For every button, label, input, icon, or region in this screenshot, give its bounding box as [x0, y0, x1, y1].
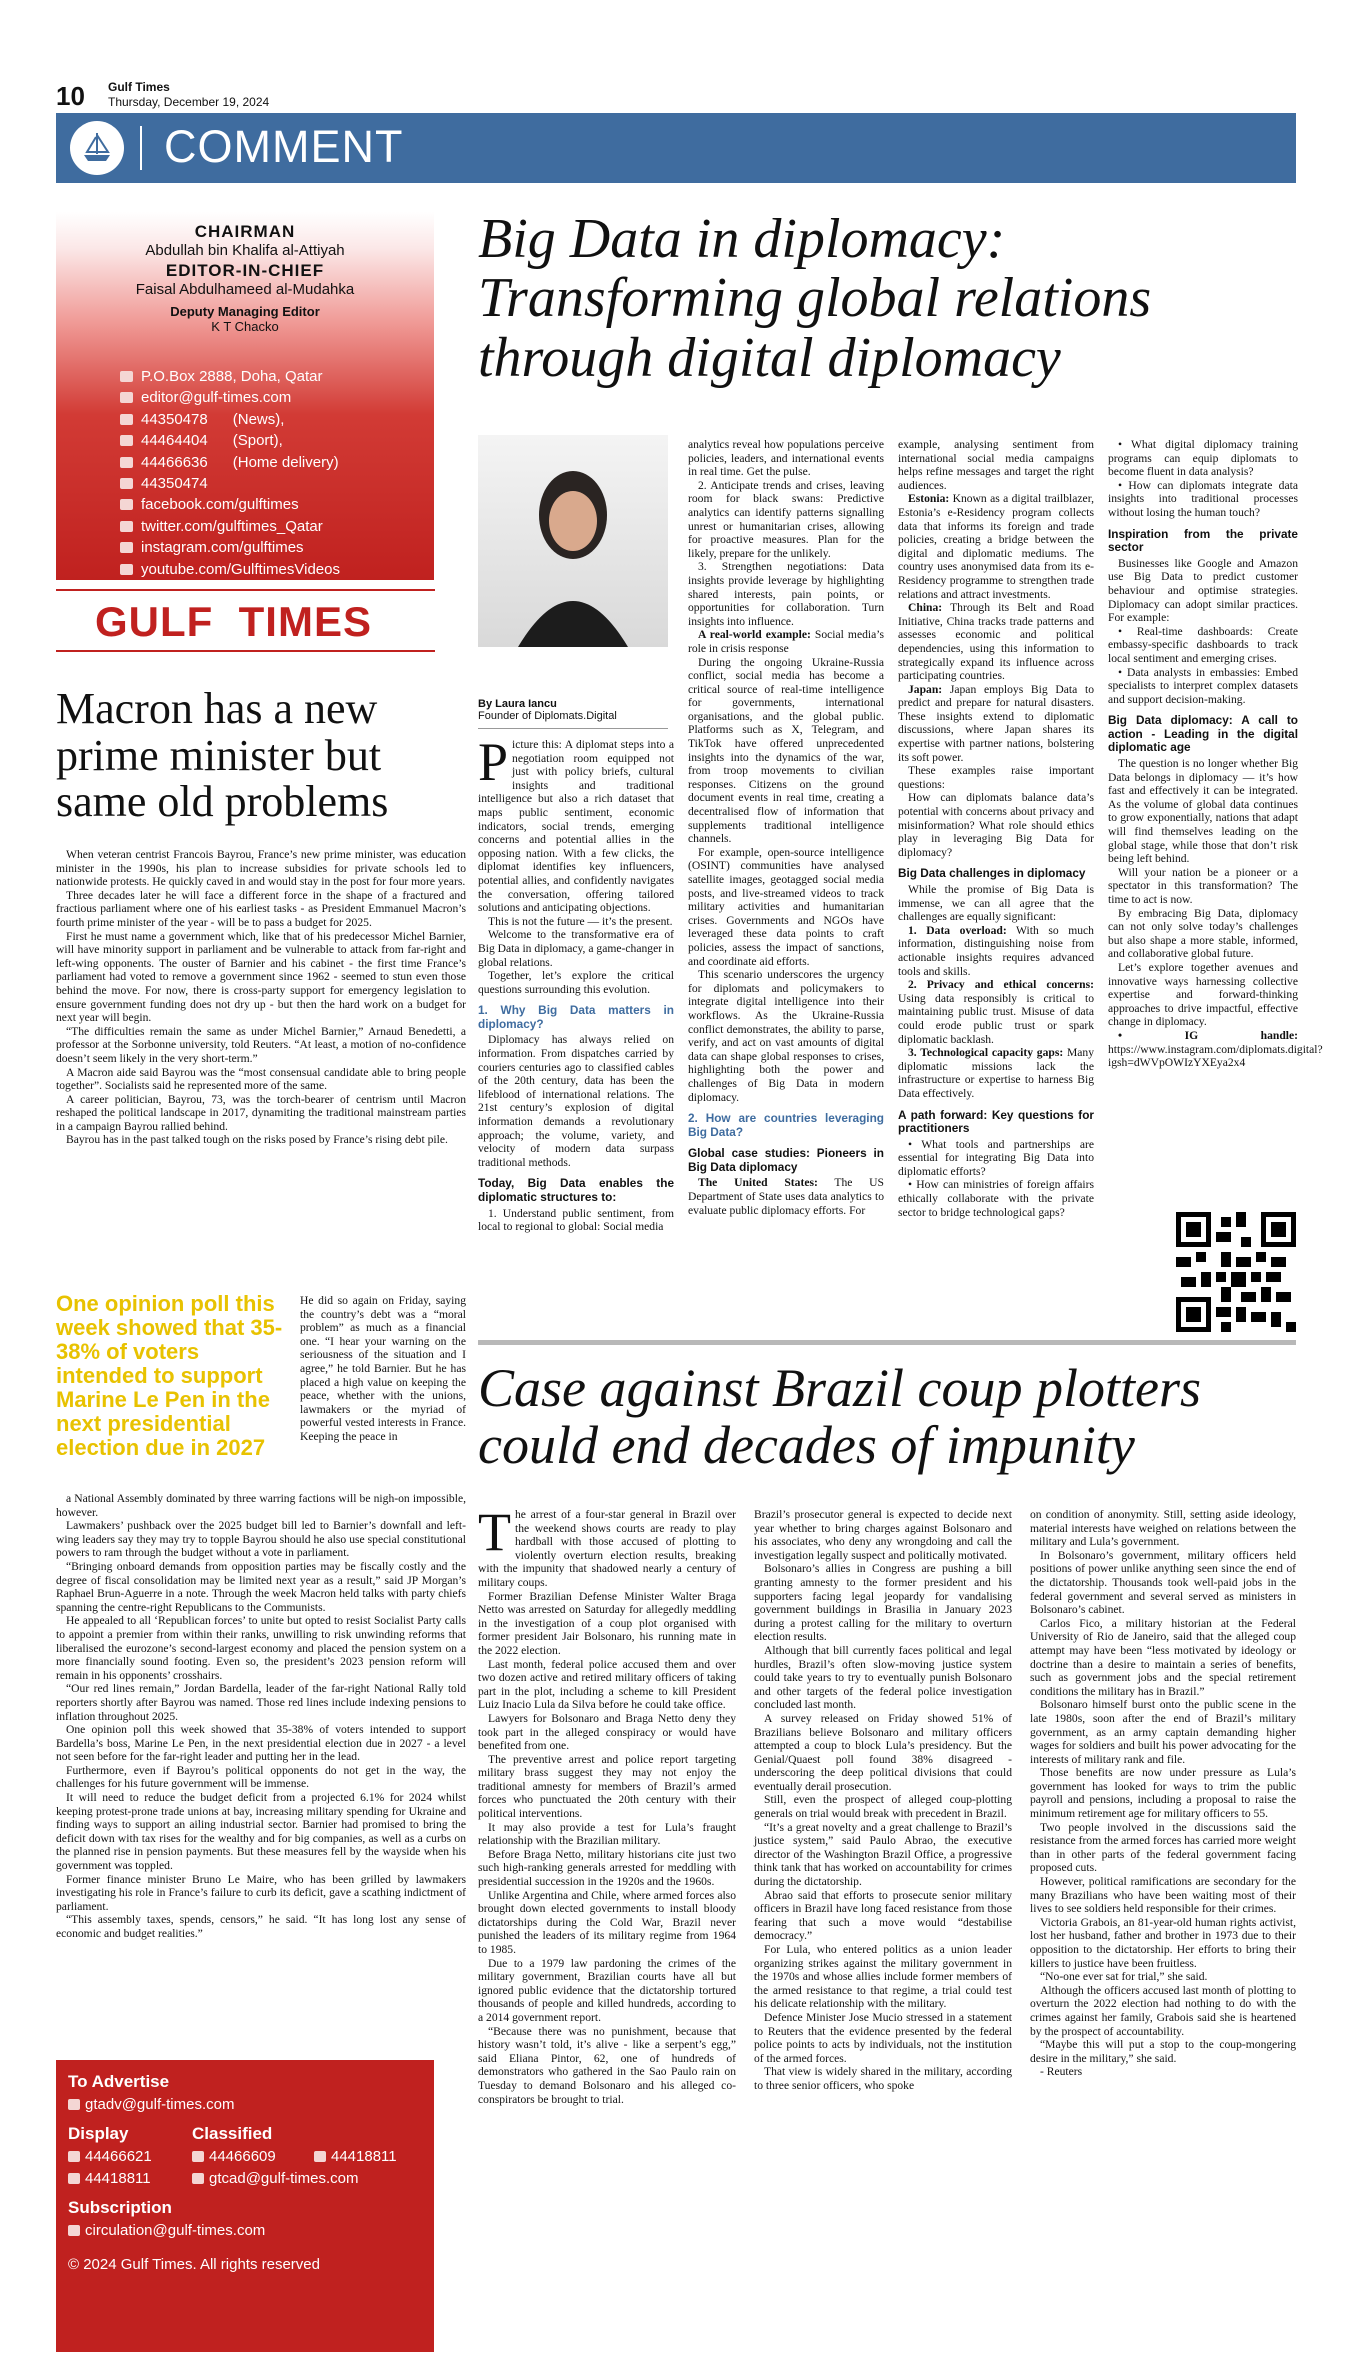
macron-body-bottom: a National Assembly dominated by three warring factions will be nigh-on impossible, however. Lawmakers’ pushback over the 2025 budget bill led to Barnier’s downfall and left-wing leaders say they may try to topple Bayrou should he also use special constitutional powers to ram through the budget without a vote in parliament. “Bringing onboard demands from opposition parties may be fiscally costly and the degree of fiscal consolidation may be limited next year as a result,” said JP Morgan’s Raphael Brun-Aguerre in a note. Through the week Macron held talks with party chiefs spanning the centre-right Republicans to the Communists. He appealed to all ‘Republican forces’ to unite but opted to resist Socialist Party calls to appoint a premier from within their ranks, unwilling to risk unwinding reforms that liberalised the eurozone’s second-largest economy and placed the pension system on a more financially sound footing. Even so, the president’s 2023 pension reform will remain in his opponents’ crosshairs. “Our red lines remain,” Jordan Bardella, leader of the far-right National Rally told reporters shortly after Bayrou was named. Those red lines include indexing pensions to inflation throughout 2025. One opinion poll this week showed that 35-38% of voters intended to support Bardella’s boss, Marine Le Pen, in the next presidential election due in 2027 - a level not seen before for the far-right leader and putting her in the lead. Furthermore, even if Bayrou’s political opponents do not get in the way, the challenges for his future government will be immense. It will need to reduce the budget deficit from a projected 6.1% for 2024 whilst keeping protest-prone trade unions at bay, increasing military spending for Ukraine and finding ways to support an ailing industrial sector. Barnier had promised to bring the deficit down with tax rises for the wealthy and for big companies, as well as a curbs on the planned rise in pension payments. But these measures fell by the wayside when his government was toppled. Former finance minister Bruno Le Maire, who has been grilled by lawmakers investigating his role in France’s failure to curb its deficit, gave a scathing indictment of parliament. “This assembly taxes, spends, censors,” he said. “It has long lost any sense of economic and budget realities.” [56, 1492, 466, 1940]
logo-rule-bottom [56, 650, 435, 652]
bigdata-headline: Big Data in diplomacy: Transforming global relations through digital diplomacy [478, 208, 1152, 389]
advertise-label: To Advertise [68, 2072, 170, 2091]
email-icon [68, 2225, 80, 2236]
classified-email[interactable]: gtcad@gulf-times.com [192, 2170, 358, 2187]
copyright: © 2024 Gulf Times. All rights reserved [68, 2256, 320, 2273]
subscription-email[interactable]: circulation@gulf-times.com [68, 2222, 265, 2239]
qr-code[interactable] [1176, 1212, 1296, 1332]
contact-phone-sport[interactable]: 44464404 (Sport), [120, 430, 340, 451]
article-divider [478, 1340, 1296, 1345]
contact-list [120, 366, 340, 580]
macron-headline: Macron has a new prime minister but same old problems [56, 684, 389, 827]
classified-phone-1[interactable]: 44466609 [192, 2148, 276, 2165]
display-phone-2[interactable]: 44418811 [68, 2170, 151, 2187]
brazil-col-3: on condition of anonymity. Still, setting aside ideology, material interests have weighed on relations between the military and Lula’s government. In Bolsonaro’s government, military officers held positions of power unlike anything seen since the end of the dictatorship. Thousands took well-paid jobs in the federal government and several served as ministers in Bolsonaro’s cabinet. Carlos Fico, a military historian at the Federal University of Rio de Janeiro, said that the alleged coup attempt may have been “less motivated by ideology or doctrine than a desire to maintain a series of benefits, such as government jobs and the special retirement conditions the military has in Brazil.” Bolsonaro himself burst onto the public scene in the late 1980s, soon after the end of Brazil’s military government, as an army captain demanding higher wages for soldiers and built his power advocating for the interests of military rank and file. Those benefits are now under pressure as Lula’s government has looked for ways to trim the public payroll and pensions, including a proposal to raise the minimum retirement age for military officers to 55. Two people involved in the discussions said the resistance from the armed forces has carried more weight than in other parts of the federal government facing proposed cuts. However, political ramifications are secondary for the many Brazilians who have been waiting most of their lives to see soldiers held responsible for their crimes. Victoria Grabois, an 81-year-old human rights activist, lost her husband, father and brother in 1973 due to their opposition to the dictatorship. Her efforts to bring their killers to justice have been fruitless. “No-one ever sat for trial,” she said. Although the officers accused last month of plotting to overturn the 2022 election had nothing to do with the crimes against her family, Grabois said she is heartened by the prospect of accountability. “Maybe this will put a stop to the coup-mongering desire in the military,” she said. - Reuters [1030, 1508, 1296, 2079]
email-icon [192, 2173, 204, 2184]
contact-youtube[interactable]: youtube.com/GulftimesVideos [120, 559, 340, 580]
phone-icon [120, 435, 133, 446]
section-title: COMMENT [164, 121, 404, 172]
email-icon [68, 2099, 80, 2110]
contact-phone-news[interactable]: 44350478 (News), [120, 409, 340, 430]
staff-credits [56, 222, 434, 336]
issue-date: Thursday, December 19, 2024 [108, 95, 270, 109]
bigdata-col-4: • What digital diplomacy training programs can equip diplomats to become fluent in data analysis? • How can diplomats integrate data insights into traditional processes without losing the human touch? Inspiration from the private sector Businesses like Google and Amazon use Big Data to predict customer behaviour and optimise strategies. Diplomacy can adopt similar practices. For example: • Real-time dashboards: Create embassy-specific dashboards to track local sentiment and emerging crises. • Data analysts in embassies: Embed specialists to interpret complex datasets and support decision-making. Big Data diplomacy: A call to action - Leading in the digital diplomatic age The question is no longer whether Big Data belongs in diplomacy — it’s how fast and effectively it can be integrated. As the volume of global data continues to grow exponentially, nations that adapt will find themselves leading on the global stage, while those that don’t risk being left behind. Will your nation be a pioneer or a spectator in this transformation? The time to act is now. By embracing Big Data, diplomacy can not only solve today’s challenges but also shape a more stable, informed, and collaborative global future. Let’s explore together avenues and innovative ways harnessing collective expertise and forward-thinking approaches to drive impactful, effective change in diplomacy. • IG handle: https://www.instagram.com/diplomats.digital?igsh=dWVpOWIzYXEya2x4 [1108, 438, 1323, 1070]
editor-name: Faisal Abdulhameed al-Mudahka [135, 281, 355, 298]
author-photo [478, 435, 668, 647]
editor-label: EDITOR-IN-CHIEF [165, 261, 325, 280]
brazil-col-1: The arrest of a four-star general in Brazil over the weekend shows courts are ready to play hardball with those accused of plotting to violently overturn election results, breaking with the impunity that shadowed nearly a century of military coups. Former Brazilian Defense Minister Walter Braga Netto was arrested on Saturday for allegedly meddling in the investigation of a coup plot organised with former president Jair Bolsonaro, his running mate in the 2022 election. Last month, federal police accused them and over two dozen active and retired military officers of taking part in the plot, including a scheme to kill President Luiz Inacio Lula da Silva before he could take office. Lawyers for Bolsonaro and Braga Netto deny they took part in the alleged conspiracy or would have benefited from one. The preventive arrest and police report targeting military brass suggest they may not enjoy the traditional amnesty for members of Brazil’s armed forces who punctuated the 20th century with their political interventions. It may also provide a test for Lula’s fraught relationship with the Brazilian military. Before Braga Netto, military historians cite just two such high-ranking generals arrested for meddling with presidential succession in the 1920s and the 1960s. Unlike Argentina and Chile, where armed forces also brought down elected governments to install bloody dictatorships during the Cold War, Brazil never punished the leaders of its military regime from 1964 to 1985. Due to a 1979 law pardoning the crimes of the military government, Brazilian courts have all but ignored public evidence that the dictatorship tortured thousands of people and killed hundreds, according to a 2014 government report. “Because there was no punishment, because that history wasn’t told, it’s alive - like a serpent’s egg,” said Eliana Pintor, 62, one of hundreds of demonstrators who gathered in the Sao Paulo rain on Tuesday to demand Bolsonaro and his alleged co-conspirators be brought to trial. [478, 1502, 736, 2106]
x-icon [120, 521, 133, 532]
fax-icon [120, 478, 133, 489]
facebook-icon [120, 499, 133, 510]
contact-phone-delivery[interactable]: 44466636 (Home delivery) [120, 452, 340, 473]
logo-rule-top [56, 589, 435, 591]
contact-address: P.O.Box 2888, Doha, Qatar [120, 366, 340, 387]
instagram-icon [120, 542, 133, 553]
chairman-label: CHAIRMAN [194, 222, 296, 241]
pull-quote: One opinion poll this week showed that 35-38% of voters intended to support Marine Le Pen in the next presidential election due in 2027 [56, 1291, 283, 1460]
fax-icon [314, 2151, 326, 2162]
mailbox-icon [120, 371, 133, 382]
contact-email[interactable]: editor@gulf-times.com [120, 387, 340, 408]
advertise-footer [56, 2060, 434, 2352]
band-divider [140, 126, 142, 170]
page-number: 10 [56, 81, 85, 111]
classified-label: Classified [192, 2124, 273, 2143]
bigdata-col-2: analytics reveal how populations perceive policies, leaders, and international events in real time. Get the pulse. 2. Anticipate trends and crises, leaving room for black swans: Predictive analytics can identify patterns signalling unrest or humanitarian crises, allowing for proactive measures. Plan for the likely, prepare for the unlikely. 3. Strengthen negotiations: Data insights provide leverage by highlighting shared interests, pain points, or opportunities for collaboration. Turn insights into influence. A real-world example: Social media’s role in crisis response During the ongoing Ukraine-Russia conflict, social media has become a critical source of real-time intelligence for governments, international organisations, and the global public. Platforms such as X, Telegram, and TikTok have offered unprecedented insights into the dynamics of the war, from troop movements to civilian responses. Citizens on the ground document events in real time, creating a decentralised flow of information that supplements traditional intelligence channels. For example, open-source intelligence (OSINT) communities have analysed satellite images, geotagged social media posts, and live-streamed videos to track military activities and humanitarian crises. Governments and NGOs have leveraged these data points to craft policies, assess the impact of sanctions, and coordinate aid efforts. This scenario underscores the urgency for diplomats and policymakers to integrate digital intelligence into their workflows. As the Ukraine-Russia conflict demonstrates, the ability to parse, verify, and act on vast amounts of digital data can shape global responses to crises, highlighting both the power and challenges of Big Data in modern diplomacy. 2. How are countries leveraging Big Data? Global case studies: Pioneers in Big Data diplomacy The United States: The US Department of State uses data analytics to evaluate public diplomacy efforts. For [688, 438, 885, 1217]
masthead [108, 80, 269, 110]
youtube-icon [120, 564, 133, 575]
display-phone-1[interactable]: 44466621 [68, 2148, 152, 2165]
subscription-label: Subscription [68, 2198, 172, 2217]
contact-facebook[interactable]: facebook.com/gulftimes [120, 494, 340, 515]
bigdata-col-3: example, analysing sentiment from international social media campaigns helps refine messages and target the right audiences. Estonia: Known as a digital trailblazer, Estonia’s e-Residency program collects data that informs its foreign and trade policies, creating a bridge between the digital and diplomatic mediums. The country uses anonymised data from its e-Residency programme to strengthen trade relations and attract investments. China: Through its Belt and Road Initiative, China tracks trade patterns and assesses economic and political dependencies, using this information to strategically expand its influence across participating countries. Japan: Japan employs Big Data to predict and prepare for natural disasters. These insights extend to diplomatic discussions, where Japan shares its expertise with partner nations, bolstering its soft power. These examples raise important questions: How can diplomats balance data’s potential with concerns about privacy and misinformation? What role should ethics play in leveraging Big Data for diplomacy? Big Data challenges in diplomacy While the promise of Big Data is immense, we can all agree that the challenges are equally significant: 1. Data overload: With so much information, distinguishing noise from actionable insights requires advanced tools and skills. 2. Privacy and ethical concerns: Using data responsibly is critical to maintaining public trust. Misuse of data could erode public trust or spark diplomatic backlash. 3. Technological capacity gaps: Many diplomatic missions lack the infrastructure or expertise to harness Big Data effectively. A path forward: Key questions for practitioners • What tools and partnerships are essential for integrating Big Data into diplomatic efforts? • How can ministries of foreign affairs ethically collaborate with the private sector to bridge technological gaps? [898, 438, 1094, 1219]
chairman-name: Abdullah bin Khalifa al-Attiyah [145, 242, 345, 259]
advertise-email[interactable]: gtadv@gulf-times.com [68, 2096, 234, 2113]
fax-icon [68, 2173, 80, 2184]
bigdata-byline: By Laura Iancu Founder of Diplomats.Digital [478, 698, 617, 722]
phone-icon [192, 2151, 204, 2162]
email-icon [120, 392, 133, 403]
contact-twitter[interactable]: twitter.com/gulftimes_Qatar [120, 516, 340, 537]
contact-fax: 44350474 [120, 473, 340, 494]
classified-phone-2[interactable]: 44418811 [314, 2148, 397, 2165]
phone-icon [120, 457, 133, 468]
byline-rule [478, 728, 668, 729]
phone-icon [68, 2151, 80, 2162]
paper-name: Gulf Times [108, 80, 170, 94]
macron-body-top: When veteran centrist Francois Bayrou, France’s new prime minister, was education minister in the 1990s, his plan to increase subsidies for private schools led to nationwide protests. He quickly caved in and would stay in the post for four more years. Three decades later he will face a different force in the shape of a fractured and fractious parliament where one of his earliest tasks - as President Emmanuel Macron’s fourth prime minister of the year - will be to pass a budget for 2025. First he must name a government which, like that of his predecessor Michel Barnier, will have minority support in parliament and be vulnerable to attack from far-right and left-wing opponents. The ouster of Barnier and his cabinet - the first time France’s parliament had voted to remove a government since 1962 - seemed to stun even those behind the move. For now, there is cross-party support for emergency legislation to ensure government funding does not dry up - but then the hard work on a budget for next year will begin. “The difficulties remain the same as under Michel Barnier,” Arnaud Benedetti, a professor at the Sorbonne university, told Reuters. “At least, a motion of no-confidence doesn’t seem likely in the very short-term.” A Macron aide said Bayrou was the “most consensual candidate able to bring people together”. Socialists said he represented more of the same. A career politician, Bayrou, 73, was the torch-bearer of centrism until Macron reshaped the political landscape in 2017, dynamiting the traditional mainstream parties in a campaign Bayrou rallied behind. Bayrou has in the past talked tough on the risks posed by France’s rising debt pile. [56, 848, 466, 1147]
display-label: Display [68, 2124, 129, 2143]
brazil-headline: Case against Brazil coup plotters could end decades of impunity [478, 1358, 1202, 1476]
brazil-col-2: Brazil’s prosecutor general is expected to decide next year whether to bring charges against Bolsonaro and his associates, who deny any wrongdoing and call the investigation legally suspect and politically motivated. Bolsonaro’s allies in Congress are pushing a bill granting amnesty to the former president and his supporters facing legal jeopardy for vandalising government buildings in Brasilia in January 2023 during a protest calling for the military to overturn election results. Although that bill currently faces political and legal hurdles, Brazil’s often slow-moving justice system could take years to try to eventually punish Bolsonaro and other targets of the federal police investigation concluded last month. A survey released on Friday showed 51% of Brazilians believe Bolsonaro and military officers attempted a coup to block Lula’s presidency. But the Genial/Quaest poll found 38% disagreed - underscoring the deep political divisions that could eventually derail prosecution. Still, even the prospect of alleged coup-plotting generals on trial would break with precedent in Brazil. “It’s a great novelty and a great challenge to Brazil’s justice system,” said Paulo Abrao, the executive director of the Washington Brazil Office, a progressive think tank that has worked on accountability for crimes during the dictatorship. Abrao said that efforts to prosecute senior military officers in Brazil have long faced resistance from those fearing that such a move would “destabilise democracy.” For Lula, who entered politics as a union leader organizing strikes against the military government in the 1970s and whose allies include former members of the armed resistance to that regime, a trial could test his delicate relationship with the military. Defence Minister Jose Mucio stressed in a statement to Reuters that the evidence presented by the federal police points to acts by individuals, not the institution of the armed forces. That view is widely shared in the military, according to three senior officers, who spoke [754, 1508, 1012, 2092]
phone-icon [120, 414, 133, 425]
deputy-label: Deputy Managing Editor [170, 304, 320, 319]
bigdata-col-1: Picture this: A diplomat steps into a negotiation room equipped not just with policy briefs, cultural insights and traditional intelligence but also a rich dataset that maps public sentiment, economic indicators, social trends, emerging concerns and potential allies in the opposing nation. With a few clicks, the diplomat identifies key influencers, potential allies, and confidently navigates the conversation, offering tailored solutions and anticipating objections. This is not the future — it’s the present. Welcome to the transformative era of Big Data in diplomacy, a game-changer in global relations. Together, let’s explore the critical questions surrounding this evolution. 1. Why Big Data matters in diplomacy? Diplomacy has always relied on information. From dispatches carried by couriers centuries ago to classified cables of the 20th century, data has been the lifeblood of international relations. The 21st century’s explosion of digital information demands a revolutionary approach; the volume, variety, and velocity of modern data surpass traditional methods. Today, Big Data enables the diplomatic structures to: 1. Understand public sentiment, from local to regional to global: Social media [478, 732, 674, 1234]
deputy-name: K T Chacko [211, 319, 279, 334]
macron-body-side: He did so again on Friday, saying the country’s debt was a “moral problem” as much as a financial one. “I hear your warning on the seriousness of the situation and I agree,” he told Barnier. But he has placed a high value on keeping the peace, whether with the unions, lawmakers or the myriad of powerful vested interests in France. Keeping the peace in [300, 1294, 466, 1443]
contact-instagram[interactable]: instagram.com/gulftimes [120, 537, 340, 558]
gulf-times-logo: GULF TIMES [95, 598, 372, 645]
ship-logo-icon [70, 121, 124, 175]
